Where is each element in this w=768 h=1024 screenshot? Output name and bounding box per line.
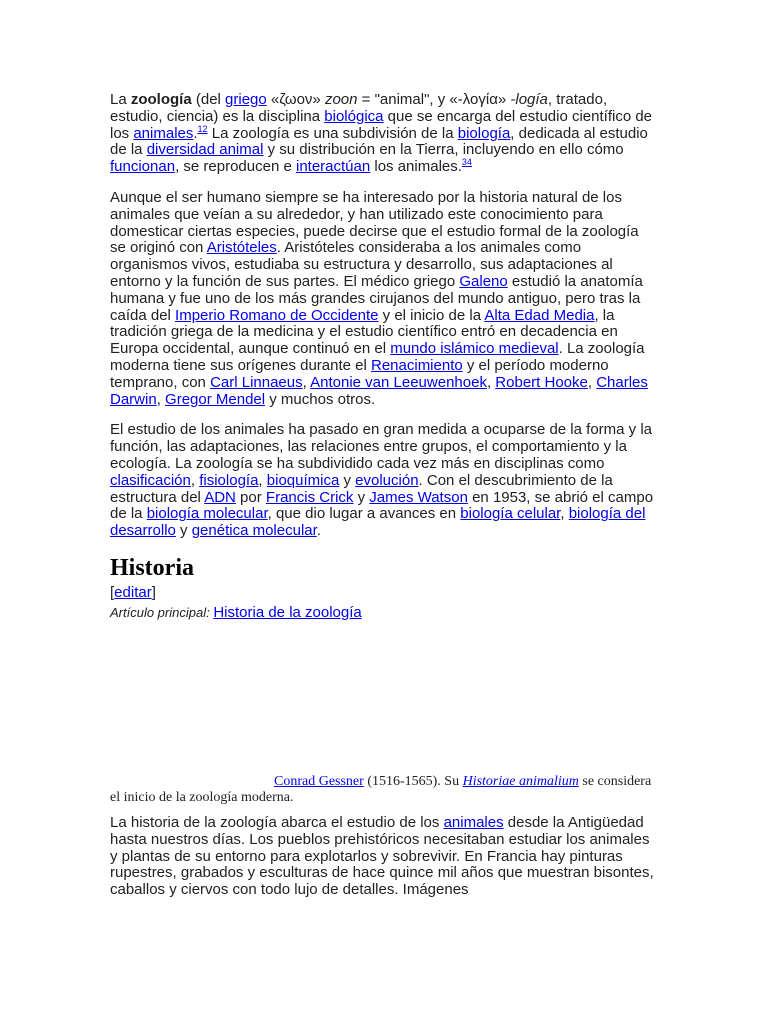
text: y (353, 488, 370, 506)
link-genetica-molecular[interactable]: genética molecular (191, 522, 317, 540)
intro-paragraph (110, 92, 658, 176)
article-body (110, 92, 658, 913)
text: , (156, 390, 166, 408)
text: , (190, 471, 200, 489)
link-historia-zoologia[interactable]: Historia de la zoología (213, 603, 362, 621)
main-article-note (110, 604, 658, 622)
text: , la tradición griega de la medicina y el estudio científico entró en decadencia en Europa occidental, aunque continuó en el (110, 306, 618, 358)
link-historiae-animalium[interactable]: Historiae animalium (462, 773, 579, 789)
text: los animales. (370, 158, 462, 176)
text: , tratado, estudio, ciencia) es la disciplina (110, 91, 608, 125)
link-james-watson[interactable]: James Watson (369, 488, 468, 506)
link-fisiologia[interactable]: fisiología (199, 471, 259, 489)
link-leeuwenhoek[interactable]: Antonie van Leeuwenhoek (310, 373, 487, 391)
text: . Con el descubrimiento de la estructura del (110, 471, 613, 506)
text: estudió la anatomía humana y fue uno de los más grandes cirujanos del mundo antiguo, pero tras la caída del (110, 272, 643, 324)
text: y (339, 471, 356, 489)
term-zoologia: zoología (130, 91, 192, 108)
text: , (560, 505, 569, 523)
text: (1516-1565). Su (363, 773, 463, 789)
link-adn[interactable]: ADN (204, 488, 236, 506)
bracket: [ (110, 583, 115, 601)
text: , (302, 373, 311, 391)
text: , se reproducen e (175, 158, 296, 176)
text: «ζωον» (266, 91, 325, 108)
link-galeno[interactable]: Galeno (459, 272, 508, 290)
link-carl-linnaeus[interactable]: Carl Linnaeus (210, 373, 303, 391)
text: La zoología es una subdivisión de la (207, 124, 458, 142)
link-evolucion[interactable]: evolución (355, 471, 419, 489)
text: . La zoología moderna tiene sus orígenes durante el (110, 340, 645, 374)
link-animales-2[interactable]: animales (443, 813, 504, 831)
link-animales[interactable]: animales (133, 124, 194, 142)
history-zoology-paragraph (110, 815, 658, 899)
text: por (235, 488, 266, 506)
text: , dedicada al estudio de la (110, 124, 648, 159)
link-conrad-gessner[interactable]: Conrad Gessner (274, 773, 364, 789)
text: y su distribución en la Tierra, incluyendo en ello cómo (263, 141, 624, 159)
text: La historia de la zoología abarca el estudio de los (110, 813, 444, 831)
disciplines-paragraph (110, 422, 658, 540)
text: , que dio lugar a avances en (267, 505, 461, 523)
figure-caption (110, 774, 658, 807)
link-alta-edad-media[interactable]: Alta Edad Media (484, 306, 595, 324)
edit-link[interactable]: editar (114, 583, 152, 601)
text: y (175, 522, 192, 540)
bracket: ] (151, 583, 156, 601)
text: El estudio de los animales ha pasado en gran medida a ocuparse de la forma y la función, las adaptaciones, las relaciones entre grupos, el comportamiento y la ecología. La zoología se ha subdividido cada vez más en disciplinas como (110, 421, 652, 472)
text: , (258, 471, 267, 489)
text: . (316, 522, 321, 540)
text: . (193, 124, 198, 142)
term-zoon: zoon (324, 91, 358, 108)
text: = "animal", y «-λογία» (357, 91, 511, 108)
text: Aunque el ser humano siempre se ha interesado por la historia natural de los animales que veían a su alrededor, y han utilizado este conocimiento para domesticar ciertas especies, puede decirse que el estudio formal de la zoología se originó con (110, 188, 639, 257)
edit-section (110, 584, 658, 602)
link-francis-crick[interactable]: Francis Crick (265, 488, 354, 506)
text: , (587, 373, 597, 391)
link-renacimiento[interactable]: Renacimiento (371, 356, 463, 374)
text: y el inicio de la (378, 306, 485, 324)
section-heading-historia: Historia (110, 554, 194, 581)
link-clasificacion[interactable]: clasificación (110, 471, 191, 489)
text: La (110, 91, 131, 108)
text: en 1953, se abrió el campo de la (110, 488, 654, 523)
link-funcionan[interactable]: funcionan (110, 158, 176, 176)
link-griego[interactable]: griego (225, 91, 267, 108)
link-biologia-molecular[interactable]: biología molecular (146, 505, 268, 523)
link-bioquimica[interactable]: bioquímica (266, 471, 340, 489)
link-diversidad-animal[interactable]: diversidad animal (146, 141, 264, 159)
text: y muchos otros. (265, 390, 376, 408)
text: (del (191, 91, 226, 108)
link-biologia-desarrollo[interactable]: biología del desarrollo (110, 505, 646, 540)
reference-link-1-2[interactable]: 12 (197, 123, 208, 134)
main-article-label: Artículo principal: (110, 604, 214, 620)
link-biologica[interactable]: biológica (324, 107, 384, 125)
text: desde la Antigüedad hasta nuestros días. Los pueblos prehistóricos necesitaban estudiar los animales y plantas de su entorno para explotarlos y sobrevivir. En Francia hay pinturas rupestres, grabados y esculturas de hace quince mil años que muestran bisontes, caballos y ciervos con todo lujo de detalles. Imágenes (110, 813, 654, 899)
reference-link-3-4[interactable]: 34 (461, 157, 472, 168)
link-gregor-mendel[interactable]: Gregor Mendel (165, 390, 266, 408)
text: se considera el inicio de la zoología moderna. (110, 773, 652, 806)
link-interactuan[interactable]: interactúan (295, 158, 371, 176)
term-logia: -logía (510, 91, 548, 108)
text: , (486, 373, 496, 391)
text: que se encarga del estudio científico de los (110, 107, 653, 142)
link-imperio-romano[interactable]: Imperio Romano de Occidente (175, 306, 379, 324)
link-mundo-islamico[interactable]: mundo islámico medieval (390, 340, 559, 358)
link-biologia[interactable]: biología (457, 124, 511, 142)
link-charles-darwin[interactable]: Charles Darwin (110, 373, 648, 408)
history-paragraph (110, 190, 658, 408)
link-biologia-celular[interactable]: biología celular (460, 505, 561, 523)
text: . Aristóteles consideraba a los animales como organismos vivos, estudiaba su estructura y desarrollo, sus adaptaciones al entorno y la función de sus partes. El médico griego (110, 239, 613, 290)
link-robert-hooke[interactable]: Robert Hooke (495, 373, 588, 391)
link-aristoteles[interactable]: Aristóteles (206, 239, 277, 257)
text: y el período moderno temprano, con (110, 356, 609, 391)
figure-image-placeholder (110, 622, 658, 774)
